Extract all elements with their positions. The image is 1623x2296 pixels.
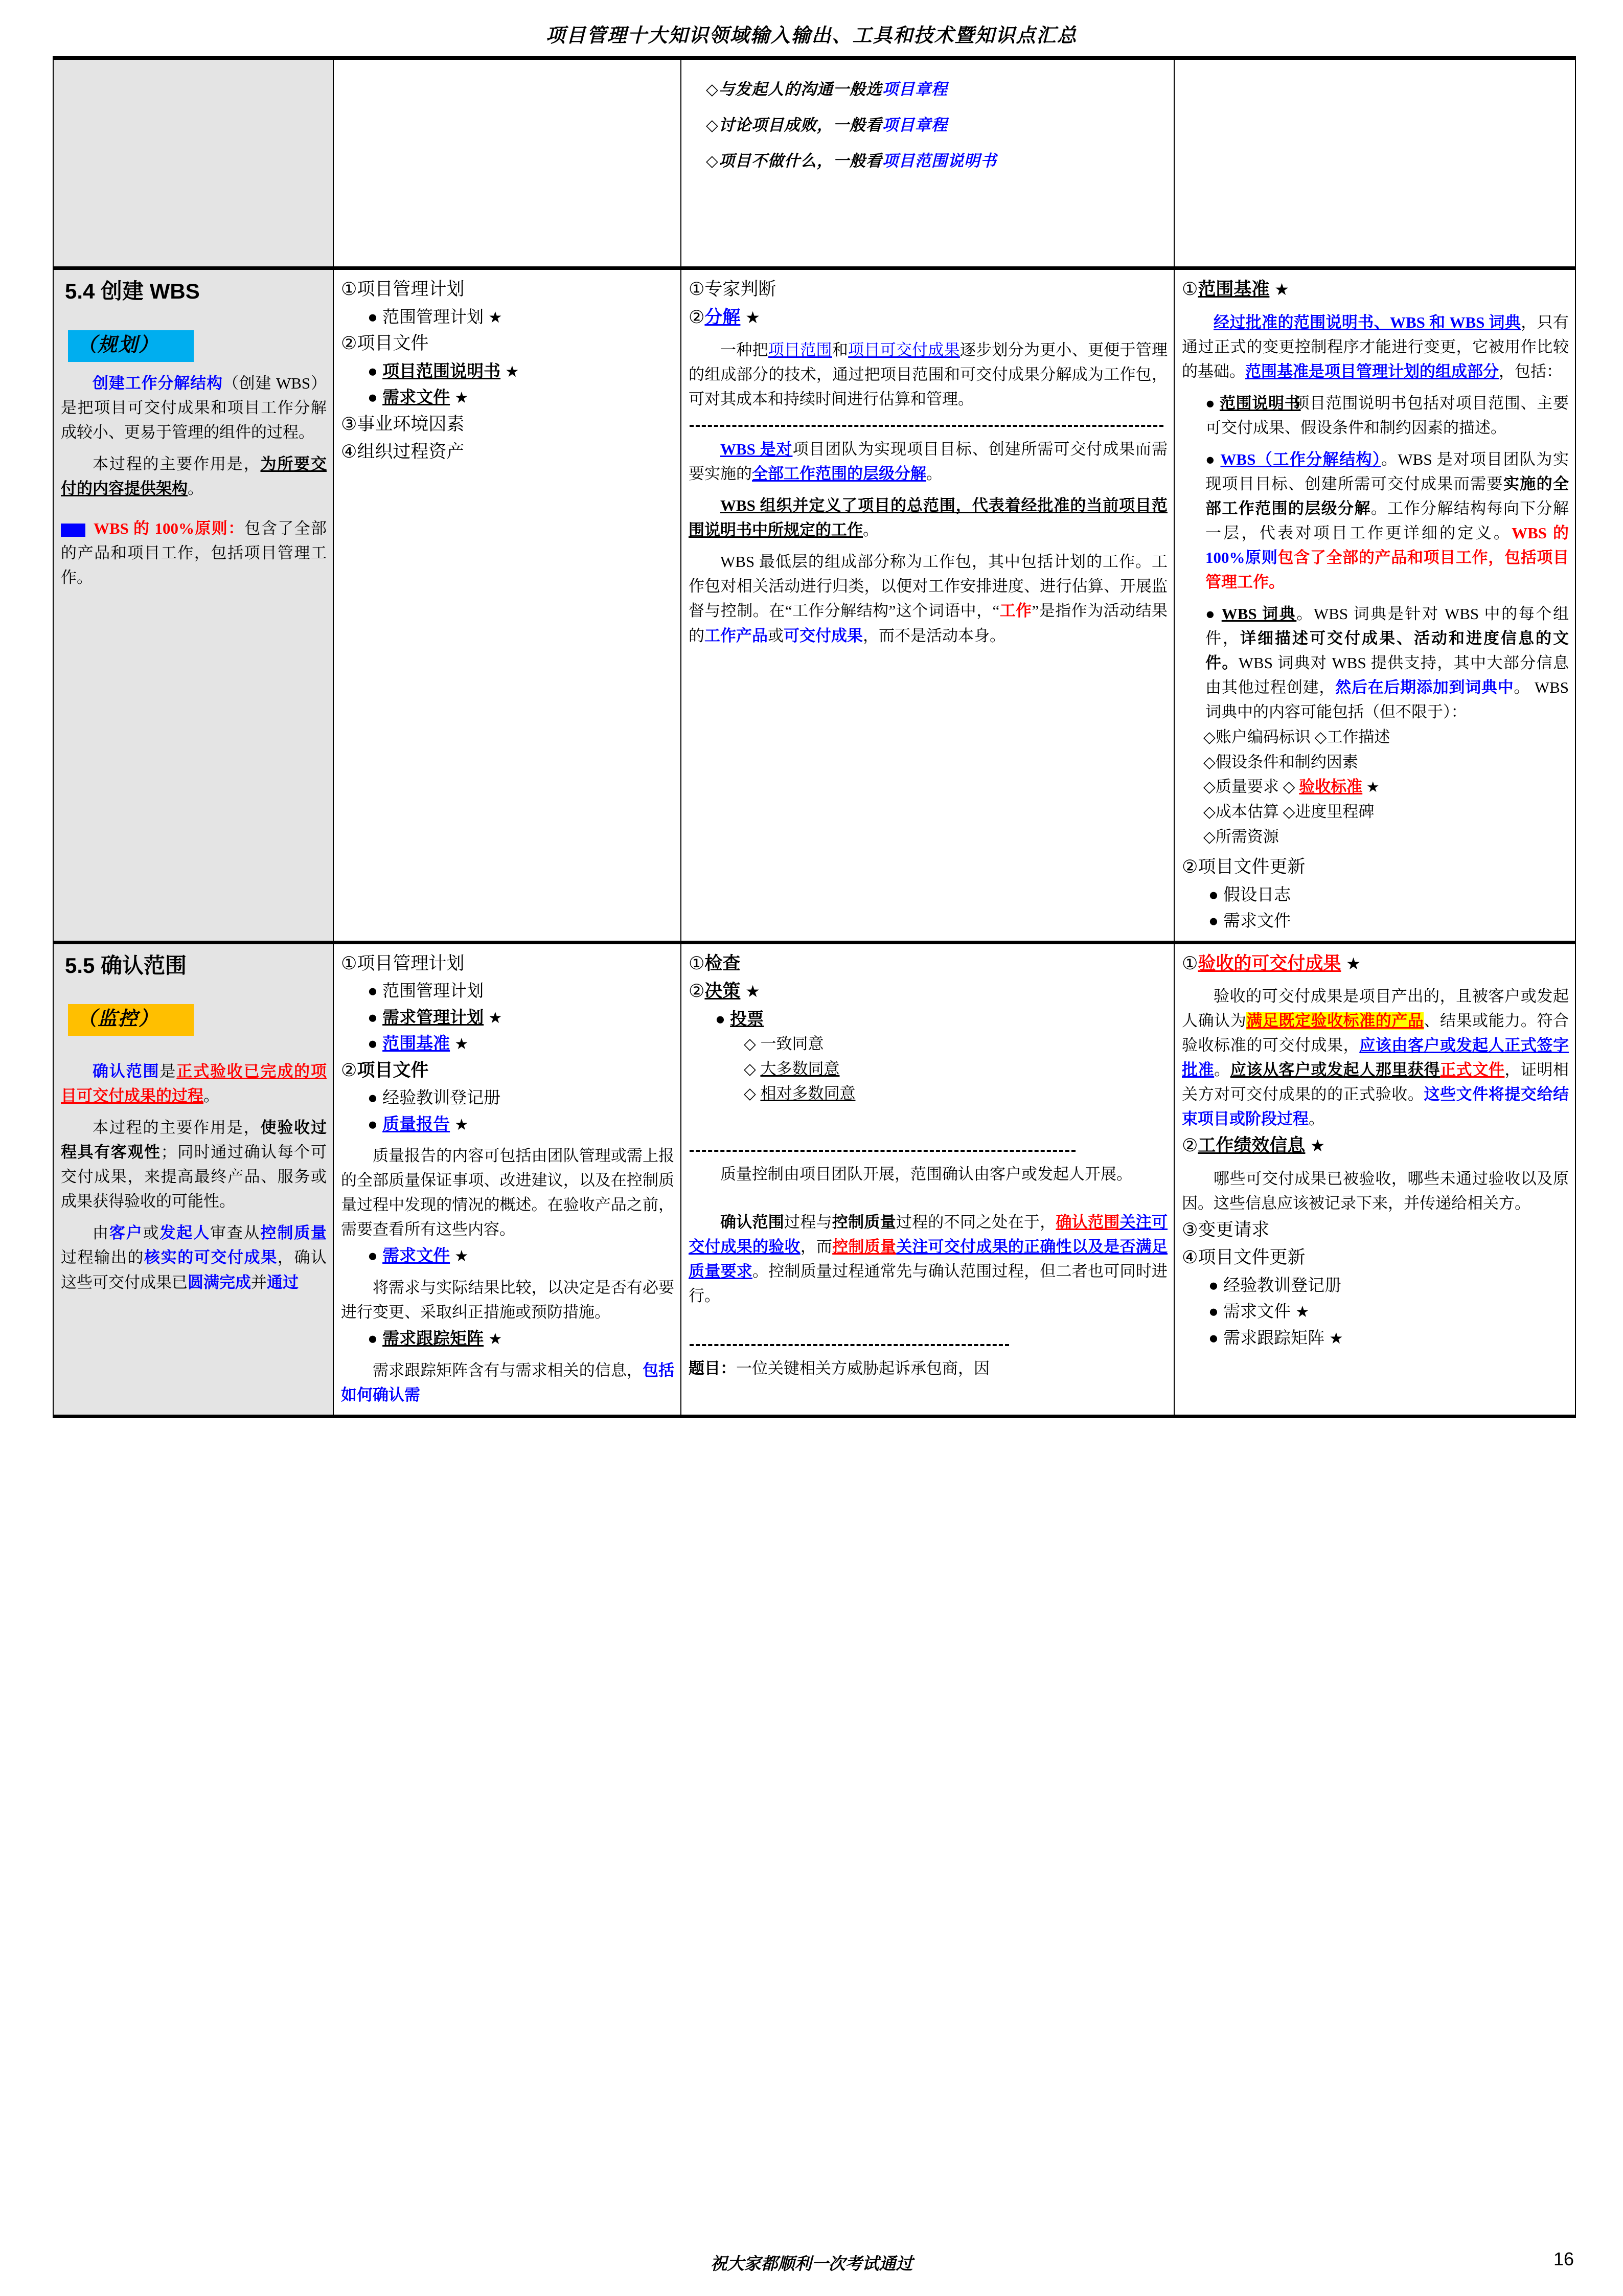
list-label: 投票 [730, 1009, 764, 1028]
footer-note: 祝大家都顺利一次考试通过 [710, 2255, 913, 2274]
bullet-icon: ● [368, 361, 378, 380]
list-label: 范围基准 [382, 1034, 450, 1053]
list-item [368, 1005, 674, 1030]
bullet-icon: ● [368, 1007, 378, 1027]
list-label: 需求跟踪矩阵 [382, 1328, 484, 1348]
cell-carryover-process [53, 58, 333, 268]
list-num: ① [1182, 279, 1198, 300]
list-item [689, 950, 1168, 977]
page-number: 16 [1553, 2248, 1574, 2269]
bullet-icon: ● [1205, 450, 1216, 468]
bullet-icon: ● [1205, 394, 1216, 412]
list-label: 分解 [704, 307, 741, 327]
rp-b3: 控制质量 [260, 1224, 327, 1242]
tools-para-1-e1: 项目范围 [768, 341, 832, 359]
purpose-prefix-54: 本过程的主要作用是， [93, 454, 261, 473]
o55p-t5: 。 [1309, 1110, 1324, 1128]
dict-item [1203, 775, 1569, 799]
tn2-bl1: 关注可交付成果的验收 [689, 1213, 1168, 1256]
list-label: 范围管理计划 [382, 981, 484, 1001]
purpose-emph-54: 为所要交付的内容提供架构 [61, 454, 327, 497]
carryover-text-2: 讨论项目成败，一般看 [718, 116, 882, 134]
tools-para-4-b1: 工作产品 [704, 626, 768, 645]
principle-title-54: WBS 的 100%原则： [94, 519, 245, 537]
cell-55-outputs [1174, 942, 1575, 1416]
list-label: 决策 [704, 981, 741, 1002]
bullet-icon: ● [368, 1246, 378, 1265]
o55p-bl1: 应该由客户或发起人正式签字批准 [1182, 1036, 1569, 1079]
star-icon: ★ [745, 308, 760, 327]
definition-emph-55: 正式验收已完成的项目可交付成果的过程 [61, 1062, 327, 1105]
rp-t5: ，确认这些可交付成果已 [61, 1248, 327, 1291]
list-num: ① [341, 279, 357, 300]
list-item [744, 1032, 1168, 1056]
o55p-t4: ，证明相关方对可交付成果的的正式验收。 [1182, 1061, 1569, 1104]
list-label: 需求跟踪矩阵 [1223, 1328, 1325, 1347]
cell-55-tools [681, 942, 1174, 1416]
definition-54 [61, 371, 327, 445]
diamond-icon: ◇ [706, 80, 719, 98]
star-icon: ★ [1295, 1304, 1310, 1321]
o55p-h1: 满足既定验收标准的产品 [1246, 1012, 1424, 1030]
list-item [341, 411, 674, 438]
bullet-icon: ● [368, 1114, 378, 1133]
list-item [1208, 1299, 1569, 1324]
ob2-bl1: 100%原则 [1205, 548, 1278, 566]
carryover-line-3 [706, 150, 1168, 172]
bullet-icon: ● [368, 1088, 378, 1107]
list-num: ③ [1182, 1219, 1198, 1240]
output-para-55-1 [1182, 984, 1569, 1131]
list-item [689, 978, 1168, 1005]
purpose-55 [61, 1116, 327, 1214]
purpose-t1-55: 本过程的主要作用是， [93, 1119, 261, 1137]
dict-text: ◇账户编码标识 ◇工作描述 [1203, 728, 1390, 746]
list-item [341, 439, 674, 466]
o55p-b1: 应该从客户或发起人那里获得 [1230, 1061, 1441, 1079]
o55p-t1: 验收的可交付成果是项目产出的，且被客户或发起人确认为 [1182, 987, 1569, 1030]
tn2-t1: 过程与 [784, 1213, 832, 1231]
star-icon: ★ [1366, 780, 1380, 796]
tools-note-2-55 [689, 1210, 1168, 1308]
tools-para-2-e2: 全部工作范围的层级分解 [752, 465, 926, 483]
dict-item [1203, 751, 1569, 775]
output-title-55-2 [1182, 1132, 1569, 1160]
diamond-icon: ◇ [744, 1035, 756, 1053]
star-icon: ★ [488, 1009, 502, 1027]
op1-e1: 经过批准的范围说明书、WBS 和 WBS 词典 [1214, 313, 1521, 331]
cell-54-outputs [1174, 268, 1575, 943]
list-label: 需求管理计划 [382, 1007, 484, 1027]
ob3-t2: WBS 词典对 WBS 提供支持，其中大部分信息由其他过程创建， [1205, 654, 1569, 697]
list-item [368, 304, 674, 330]
list-item [368, 1031, 674, 1056]
tools-para-2 [689, 437, 1168, 486]
phase-badge-55: （监控） [68, 1004, 194, 1036]
ob2-r1: WBS 的 [1512, 524, 1569, 542]
list-item [368, 1326, 674, 1351]
tn2-r2: 控制质量 [832, 1237, 897, 1256]
list-num: ① [689, 953, 705, 973]
bullet-icon: ● [368, 1034, 378, 1053]
table-row-carryover [53, 58, 1575, 268]
carryover-emph-1: 项目章程 [882, 80, 948, 98]
req-doc-note: 将需求与实际结果比较，以决定是否有必要进行变更、采取纠正措施或预防措施。 [341, 1278, 674, 1321]
list-label: 需求文件 [382, 388, 450, 407]
carryover-line-2 [706, 114, 1168, 137]
list-item [368, 1111, 674, 1137]
carryover-text-1: 与发起人的沟通一般选 [718, 80, 882, 98]
op1-t1: ，只有通过正式的变更控制程序才能进行变更，它被用作比较的基础。 [1182, 313, 1569, 380]
list-num: ④ [1182, 1247, 1198, 1268]
cell-54-process [53, 268, 333, 943]
star-icon: ★ [745, 982, 760, 1001]
star-icon: ★ [1329, 1330, 1343, 1347]
cell-54-inputs [333, 268, 681, 943]
dict-emph: 验收标准 [1299, 778, 1363, 796]
star-icon: ★ [454, 1248, 469, 1265]
dict-text: ◇成本估算 ◇进度里程碑 [1203, 803, 1375, 821]
o55p-t3: 。 [1214, 1061, 1230, 1079]
output-para-55-2: 哪些可交付成果已被验收，哪些未通过验收以及原因。这些信息应该被记录下来，并传递给相关方。 [1182, 1169, 1569, 1212]
dict-item [1203, 825, 1569, 849]
ob1-text: 。项目范围说明书包括对项目范围、主要可交付成果、假设条件和制约因素的描述。 [1205, 394, 1569, 437]
tools-para-4-r1: 工作 [999, 602, 1032, 620]
tools-para-2-e1: WBS 是对 [720, 440, 793, 459]
tools-para-4-t4: ，而不是活动本身。 [863, 626, 1005, 645]
rtm-note-b1: 包括如何确认需 [341, 1361, 675, 1404]
diamond-icon: ◇ [706, 116, 719, 134]
list-label: 需求文件 [382, 1246, 450, 1265]
star-icon: ★ [488, 309, 502, 326]
bullet-icon: ● [1208, 911, 1219, 930]
output-para-54-1 [1182, 310, 1569, 384]
bullet-icon: ● [368, 388, 378, 407]
list-label: 专家判断 [704, 279, 776, 300]
list-label: 假设日志 [1223, 884, 1291, 904]
page-title: 项目管理十大知识领域输入输出、工具和技术暨知识点汇总 [545, 25, 1078, 47]
bullet-icon: ● [1208, 884, 1219, 904]
list-item [1208, 1272, 1569, 1298]
question-text: 一位关键相关方威胁起诉承包商，因 [736, 1359, 990, 1377]
carryover-emph-3: 项目范围说明书 [882, 152, 997, 170]
question-label: 题目： [689, 1359, 736, 1377]
bullet-icon: ● [1208, 1275, 1219, 1294]
output-bullet-54-3 [1205, 602, 1569, 724]
list-num: ④ [341, 442, 357, 462]
tools-para-2-t2: 。 [926, 465, 942, 483]
ob3-t1: 。WBS 词典是针对 WBS 中的每个组件， [1205, 605, 1569, 648]
bullet-icon: ● [1205, 605, 1217, 623]
list-num: ② [689, 307, 705, 327]
star-icon: ★ [505, 363, 519, 380]
list-item [1208, 1325, 1569, 1351]
definition-rest-54: （创建 WBS）是把项目可交付成果和项目工作分解成较小、更易于管理的组件的过程。 [61, 374, 327, 441]
bullet-icon: ● [368, 307, 378, 326]
tools-para-1-mid: 和 [832, 341, 849, 359]
list-label: 项目文件更新 [1198, 1247, 1306, 1268]
bullet-icon: ● [1208, 1328, 1219, 1347]
list-label: 验收的可交付成果 [1198, 953, 1341, 973]
list-label: 经验教训登记册 [1223, 1275, 1342, 1294]
ob2-t2: 。工作分解结构每向下分解一层，代表对项目工作更详细的定义。 [1205, 499, 1569, 542]
op1-e2: 范围基准是项目管理计划的组成部分 [1245, 362, 1499, 380]
tools-para-3 [689, 493, 1168, 542]
divider [690, 1344, 1009, 1346]
star-icon: ★ [454, 1036, 469, 1053]
list-label: 项目管理计划 [357, 279, 465, 300]
rp-b5: 圆满完成 [188, 1273, 251, 1291]
purpose-54 [61, 452, 327, 501]
list-item [689, 304, 1168, 331]
phase-badge-54: （规划） [68, 330, 194, 362]
list-item [341, 1057, 674, 1084]
cell-carryover-inputs [333, 58, 681, 268]
list-label: 范围管理计划 [382, 307, 484, 326]
cell-55-process [53, 942, 333, 1416]
ob2-title: WBS（工作分解结构） [1220, 450, 1381, 468]
list-item [689, 276, 1168, 303]
list-num: ① [341, 953, 357, 973]
list-num: ② [1182, 857, 1198, 877]
tools-note-1-55: 质量控制由项目团队开展，范围确认由客户或发起人开展。 [720, 1165, 1132, 1183]
cell-54-tools [681, 268, 1174, 943]
blue-square-icon [61, 524, 85, 537]
tools-para-1-post: 逐步划分为更小、更便于管理的组成部分的技术，通过把项目范围和可交付成果分解成为工作包，可对其成本和持续时间进行估算和管理。 [689, 341, 1168, 408]
rp-t4: 过程输出的 [61, 1248, 144, 1267]
list-label: 需求文件 [1223, 1302, 1291, 1321]
bullet-icon: ● [715, 1009, 725, 1028]
list-label: 质量报告 [382, 1114, 450, 1133]
list-num: ① [1182, 953, 1198, 973]
list-label: 项目管理计划 [357, 953, 465, 973]
table-row-process-55 [53, 942, 1575, 1416]
tools-para-1-pre: 一种把 [720, 341, 768, 359]
diamond-icon: ◇ [744, 1084, 756, 1103]
list-item [368, 1085, 674, 1110]
bullet-icon: ● [1208, 1302, 1219, 1321]
cell-55-inputs [333, 942, 681, 1416]
definition-mid-55: 是 [159, 1062, 177, 1081]
rp-t1: 由 [93, 1224, 109, 1242]
carryover-line-1 [706, 78, 1168, 101]
diamond-icon: ◇ [706, 152, 719, 170]
output-title-54-1 [1182, 276, 1569, 303]
section-title-55: 5.5 确认范围 [65, 953, 187, 977]
rp-b4: 核实的可交付成果 [144, 1248, 278, 1267]
list-label: 大多数同意 [760, 1059, 840, 1078]
list-item [368, 978, 674, 1004]
tn2-bl2: 关注可交付成果的正确性以及是否满足质量要求 [689, 1237, 1168, 1280]
tn2-t3: ，而 [800, 1237, 833, 1256]
cell-carryover-outputs [1174, 58, 1575, 268]
principle-54 [61, 516, 327, 590]
list-label: 变更请求 [1198, 1219, 1270, 1240]
list-label: 范围基准 [1198, 279, 1270, 300]
ob3-bl1: 然后在后期添加到词典中 [1335, 678, 1514, 697]
op1-t2: ，包括： [1499, 362, 1562, 380]
list-num: ② [689, 981, 705, 1002]
diamond-icon: ◇ [744, 1059, 756, 1078]
list-label: 组织过程资产 [357, 442, 465, 462]
star-icon: ★ [488, 1330, 502, 1348]
o55p-t2: 、结果或能力。符合验收标准的可交付成果， [1182, 1012, 1569, 1055]
purpose-suffix-54: 。 [188, 479, 203, 497]
tools-para-2-t1: 项目团队为实现项目目标、创建所需可交付成果而需要实施的 [689, 440, 1168, 483]
cell-carryover-tools [681, 58, 1174, 268]
rtm-note [341, 1358, 674, 1407]
star-icon: ★ [454, 1116, 469, 1133]
dict-item [1203, 800, 1569, 824]
tools-para-4 [689, 550, 1168, 648]
ob2-t1: 。WBS 是对项目团队为实现项目目标、创建所需可交付成果而需要 [1205, 450, 1569, 493]
tn2-b2: 控制质量 [832, 1213, 896, 1231]
principle-body-54: 包含了全部的产品和项目工作，包括项目管理工作。 [61, 519, 327, 586]
ob3-b1: 详细描述可交付成果、活动和进度信息的文件。 [1205, 629, 1569, 672]
list-label: 项目文件更新 [1198, 857, 1306, 877]
ob3-title: WBS 词典 [1221, 605, 1297, 623]
list-label: 检查 [704, 953, 741, 973]
tools-para-1 [689, 338, 1168, 412]
list-item [744, 1057, 1168, 1081]
rp-t2: 或 [143, 1224, 160, 1242]
star-icon: ★ [1346, 954, 1361, 973]
list-num: ③ [341, 414, 357, 434]
rp-b6: 通过 [267, 1273, 299, 1291]
definition-lead-54: 创建工作分解结构 [93, 374, 223, 392]
list-item [368, 1243, 674, 1268]
ob3-t3: 。 WBS 词典中的内容可能包括（但不限于）： [1205, 678, 1569, 721]
divider [690, 1150, 1076, 1152]
list-num: ② [1182, 1135, 1198, 1156]
rp-b1: 客户 [109, 1224, 143, 1242]
carryover-emph-2: 项目章程 [882, 116, 948, 134]
tools-para-3-tail: 。 [863, 521, 879, 539]
ob2-b1: 实施的全部工作范围的层级分解 [1205, 474, 1569, 517]
tools-para-4-t2: ”是指作为活动结果的 [689, 602, 1168, 645]
review-para-55 [61, 1221, 327, 1294]
carryover-text-3: 项目不做什么，一般看 [718, 152, 882, 170]
output-title-55-4 [1182, 1244, 1569, 1271]
tn2-t2: 过程的不同之处在于， [896, 1213, 1056, 1231]
ob2-r2: 包含了全部的产品和项目工作，包括项目管理工作。 [1205, 548, 1569, 592]
tools-para-4-t1: WBS 最低层的组成部分称为工作包，其中包括计划的工作。工作包对相关活动进行归类，以便对工作安排进度、进行估算、开展监督与控制。在“工作分解结构”这个词语中，“ [689, 553, 1168, 620]
star-icon: ★ [1274, 280, 1289, 299]
output-bullet-54-2 [1205, 447, 1569, 595]
o55p-bl2: 这些文件将提交给结束项目或阶段过程 [1182, 1085, 1569, 1128]
purpose-t2-55: ；同时通过确认每个可交付成果，来提高最终产品、服务或成果获得验收的可能性。 [61, 1143, 327, 1211]
quality-report-note: 质量报告的内容可包括由团队管理或需上报的全部质量保证事项、改进建议，以及在控制质量过程中发现的情况的概述。在验收产品之前，需要查看所有这些内容。 [341, 1147, 674, 1239]
list-num: ② [341, 1060, 357, 1080]
output-bullet-54-1 [1205, 391, 1569, 440]
output-title-54-2 [1182, 854, 1569, 881]
rtm-note-t1: 需求跟踪矩阵含有与需求相关的信息， [373, 1361, 643, 1379]
list-item [341, 276, 674, 303]
rp-t6: 并 [251, 1273, 267, 1291]
list-item [1208, 882, 1569, 907]
list-label: 项目文件 [357, 333, 429, 354]
tn2-b1: 确认范围 [720, 1213, 785, 1231]
tools-para-4-t3: 或 [768, 626, 784, 645]
tools-para-4-b2: 可交付成果 [784, 626, 863, 645]
output-title-55-3 [1182, 1217, 1569, 1244]
rp-b2: 发起人 [159, 1224, 210, 1242]
dict-item [1203, 725, 1569, 749]
list-label: 项目文件 [357, 1060, 429, 1080]
o55p-r1: 正式文件 [1440, 1061, 1505, 1079]
list-item [341, 950, 674, 977]
dict-text: ◇假设条件和制约因素 [1203, 753, 1358, 771]
dict-text: ◇质量要求 ◇ [1203, 778, 1299, 796]
tn2-r1: 确认范围 [1056, 1213, 1120, 1231]
definition-lead-55: 确认范围 [93, 1062, 160, 1081]
definition-tail-55: 。 [203, 1087, 219, 1105]
knowledge-area-table [53, 56, 1576, 1418]
bullet-icon: ● [368, 1328, 378, 1348]
tn2-t4: 。控制质量过程通常先与确认范围过程，但二者也可同时进行。 [689, 1262, 1168, 1305]
tools-para-1-e2: 项目可交付成果 [848, 341, 960, 359]
star-icon: ★ [1310, 1136, 1325, 1155]
list-num: ① [689, 279, 705, 300]
section-title-54: 5.4 创建 WBS [65, 279, 200, 304]
list-item [1208, 908, 1569, 934]
star-icon: ★ [454, 390, 469, 407]
list-label: 相对多数同意 [760, 1084, 856, 1103]
list-label: 一致同意 [760, 1035, 824, 1053]
rp-t3: 审查从 [210, 1224, 261, 1242]
list-label: 需求文件 [1223, 911, 1291, 930]
list-label: 工作绩效信息 [1198, 1135, 1306, 1156]
list-item [368, 384, 674, 410]
ob1-title: 范围说明书 [1219, 394, 1301, 412]
list-item [341, 330, 674, 357]
bullet-icon: ● [368, 981, 378, 1001]
list-label: 经验教训登记册 [382, 1088, 501, 1107]
list-num: ② [341, 333, 357, 354]
output-title-55-1 [1182, 950, 1569, 977]
list-label: 项目范围说明书 [382, 361, 501, 380]
question-55 [689, 1356, 1168, 1381]
list-item [744, 1082, 1168, 1106]
divider [690, 425, 1163, 427]
tools-para-3-text: WBS 组织并定义了项目的总范围，代表着经批准的当前项目范围说明书中所规定的工作 [689, 496, 1168, 539]
list-item [715, 1006, 1168, 1032]
definition-55 [61, 1059, 327, 1108]
list-label: 事业环境因素 [357, 414, 465, 434]
table-row-process-54 [53, 268, 1575, 943]
list-item [368, 358, 674, 384]
purpose-b1-55: 使验收过程具有客观性 [61, 1119, 327, 1162]
dict-text: ◇所需资源 [1203, 827, 1279, 846]
